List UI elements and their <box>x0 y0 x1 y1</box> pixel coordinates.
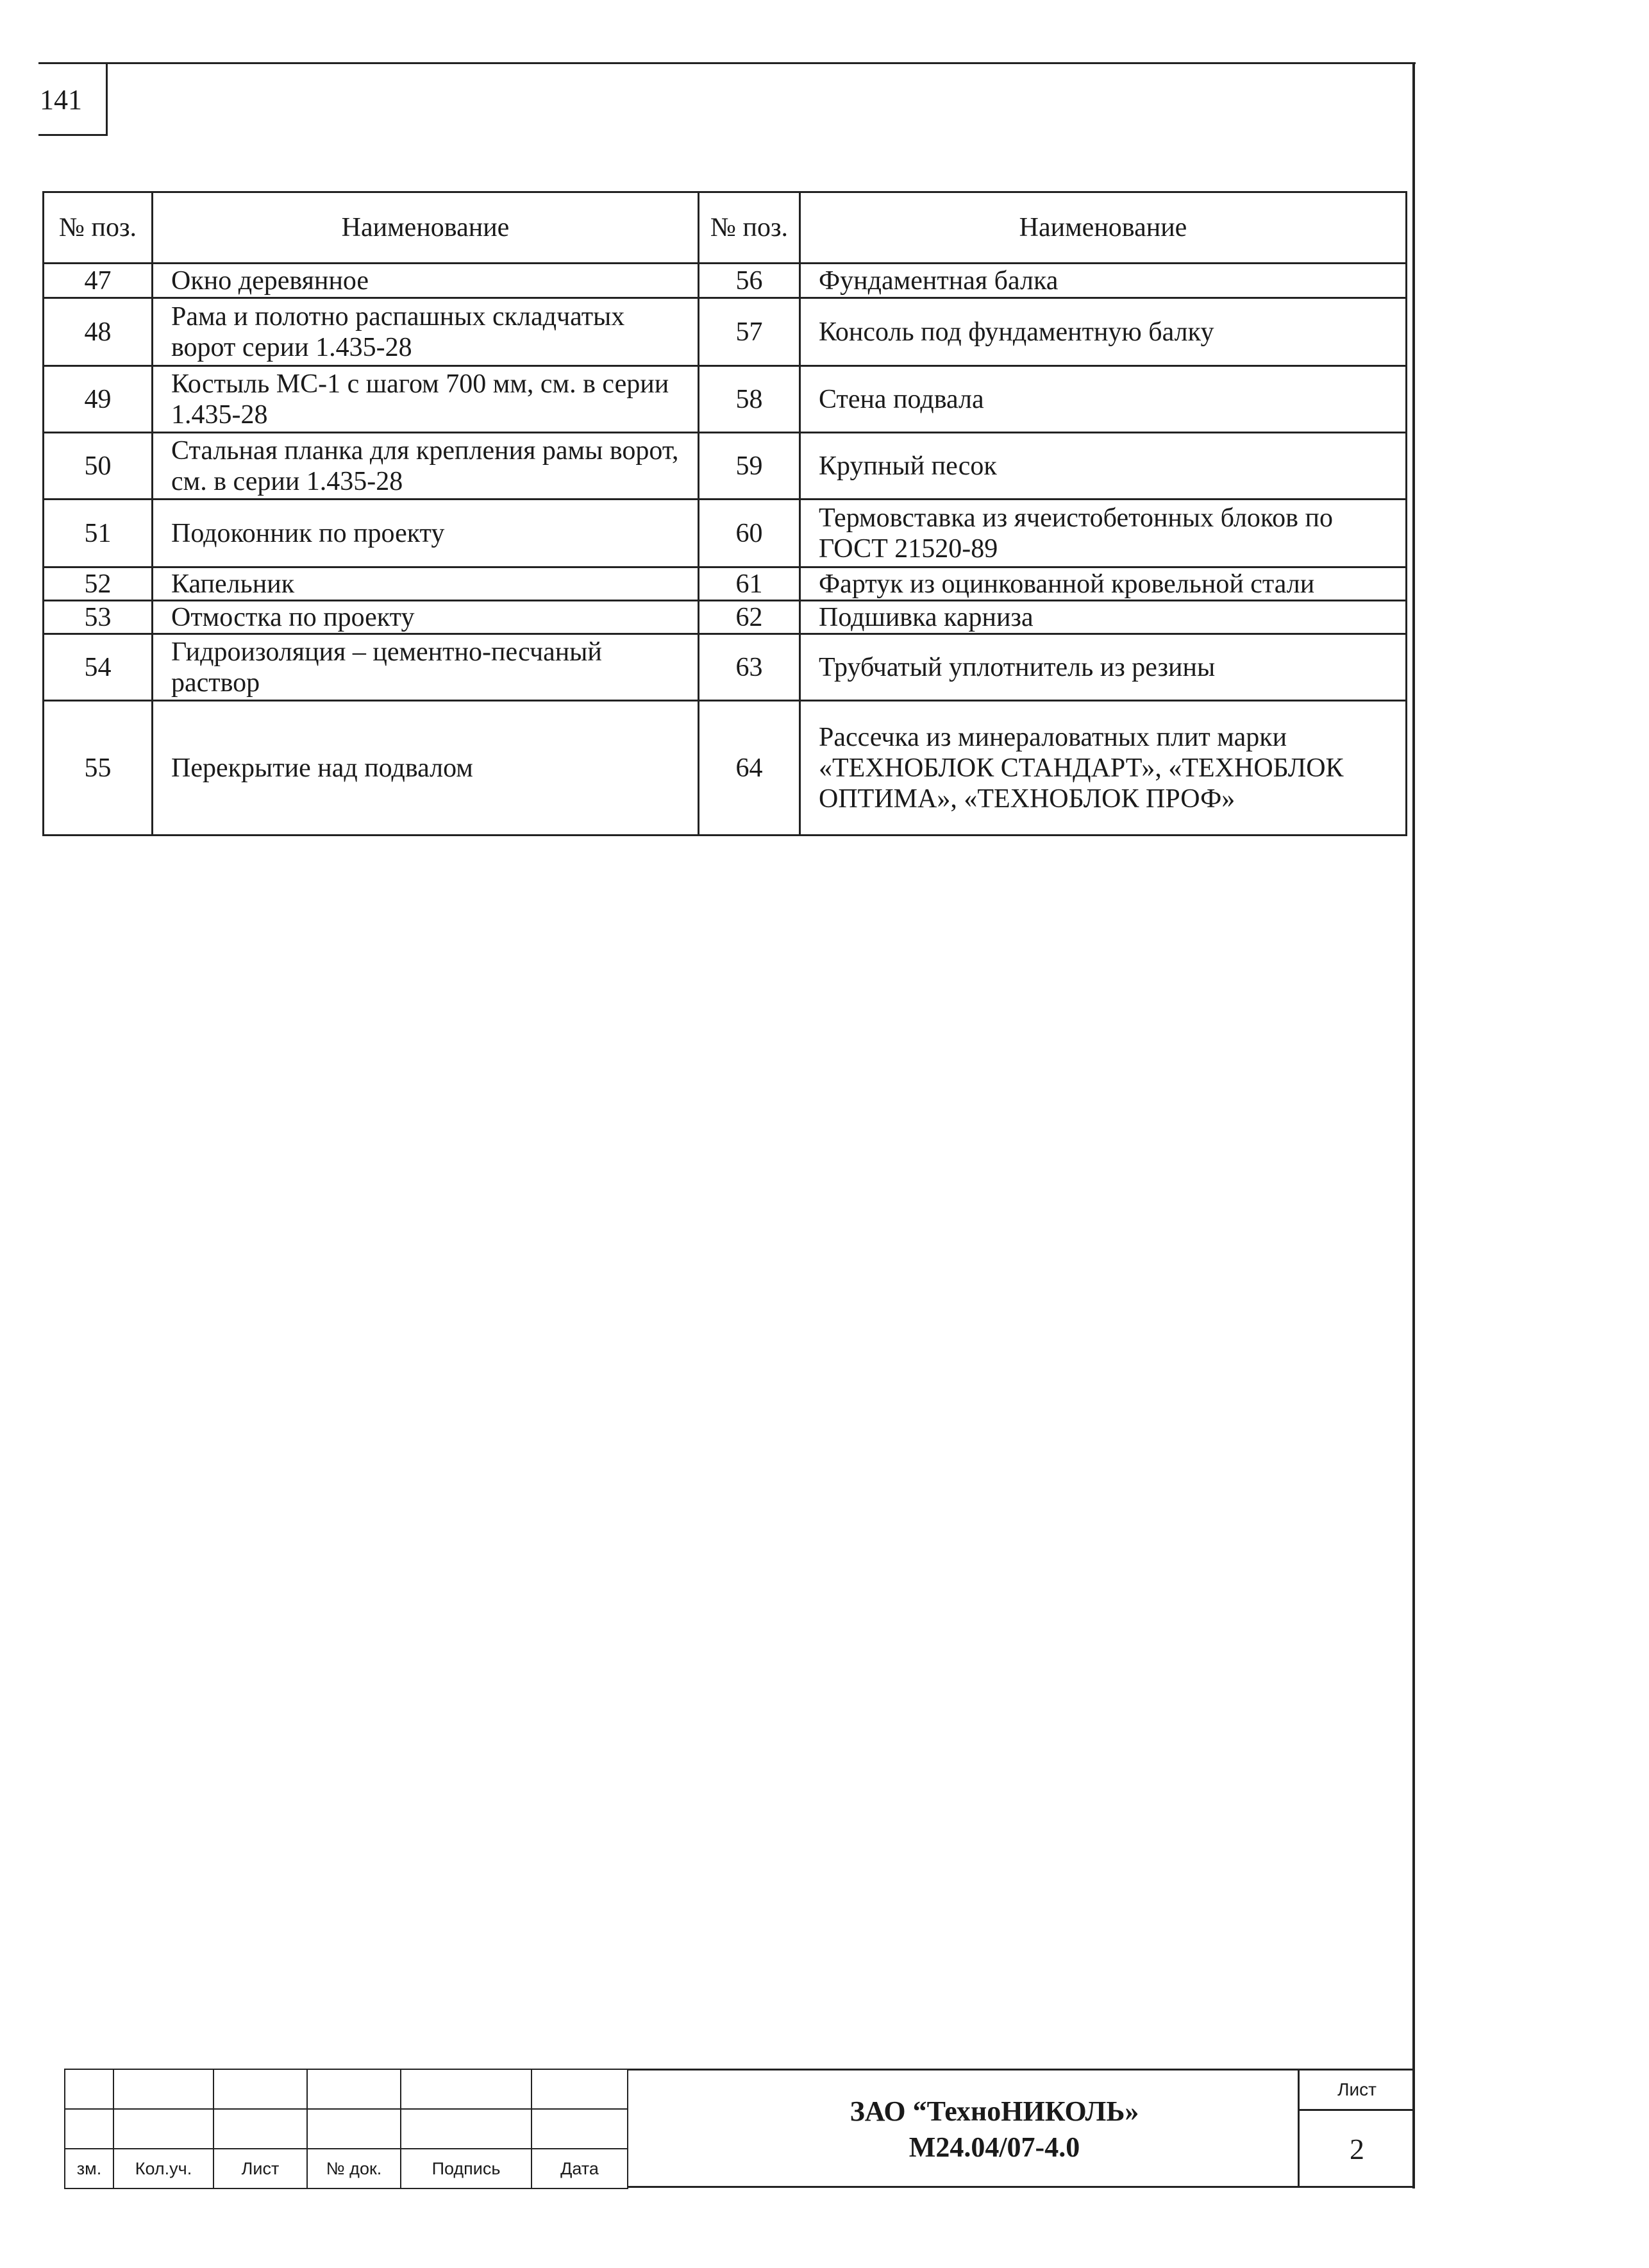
sheet-block <box>1298 2069 1414 2188</box>
right-pos-name: Трубчатый уплотнитель из резины <box>800 634 1407 701</box>
col-quantity: Кол.уч. <box>113 2149 213 2188</box>
table-row <box>44 264 1407 298</box>
header-right-name: Наименование <box>800 192 1407 264</box>
right-pos-number: 62 <box>699 601 800 634</box>
right-pos-name: Фартук из оцинкованной кровельной стали <box>800 567 1407 601</box>
table-row <box>44 500 1407 567</box>
revision-header-row <box>65 2149 628 2188</box>
revision-row <box>65 2069 628 2109</box>
col-doc-number: № док. <box>307 2149 401 2188</box>
left-pos-name: Рама и полотно распашных складчатых ворот серии 1.435-28 <box>153 298 699 366</box>
right-pos-number: 57 <box>699 298 800 366</box>
right-pos-name: Крупный песок <box>800 433 1407 500</box>
revision-grid <box>64 2069 628 2189</box>
left-pos-name: Костыль МС-1 с шагом 700 мм, см. в серии 1.435-28 <box>153 366 699 433</box>
left-pos-number: 49 <box>44 366 153 433</box>
col-change: зм. <box>65 2149 113 2188</box>
top-frame-line <box>38 62 1416 64</box>
sheet-label: Лист <box>1300 2071 1414 2111</box>
left-pos-number: 51 <box>44 500 153 567</box>
sheet-number: 2 <box>1350 2133 1364 2165</box>
col-sheet: Лист <box>213 2149 307 2188</box>
right-pos-number: 61 <box>699 567 800 601</box>
header-left-name: Наименование <box>153 192 699 264</box>
left-pos-name: Стальная планка для крепления рамы ворот, см. в серии 1.435-28 <box>153 433 699 500</box>
left-pos-name: Гидроизоляция – цементно-песчаный раствор <box>153 634 699 701</box>
header-right-num: № поз. <box>699 192 800 264</box>
left-pos-number: 50 <box>44 433 153 500</box>
right-pos-name: Фундаментная балка <box>800 264 1407 298</box>
right-pos-number: 60 <box>699 500 800 567</box>
col-date: Дата <box>532 2149 628 2188</box>
table-row <box>44 601 1407 634</box>
company-name: ЗАО “ТехноНИКОЛЬ» <box>850 2096 1139 2127</box>
table-row <box>44 701 1407 836</box>
page-number: 141 <box>38 64 108 136</box>
left-pos-number: 53 <box>44 601 153 634</box>
right-pos-number: 59 <box>699 433 800 500</box>
header-left-num: № поз. <box>44 192 153 264</box>
table-row <box>44 298 1407 366</box>
left-pos-name: Подоконник по проекту <box>153 500 699 567</box>
table-row <box>44 433 1407 500</box>
left-pos-number: 48 <box>44 298 153 366</box>
right-pos-number: 63 <box>699 634 800 701</box>
left-pos-number: 52 <box>44 567 153 601</box>
left-pos-number: 55 <box>44 701 153 836</box>
table-row <box>44 366 1407 433</box>
revision-row <box>65 2109 628 2149</box>
col-signature: Подпись <box>401 2149 532 2188</box>
document-code: М24.04/07-4.0 <box>908 2131 1080 2163</box>
positions-table <box>42 191 1407 836</box>
left-pos-name: Капельник <box>153 567 699 601</box>
right-pos-number: 56 <box>699 264 800 298</box>
left-pos-number: 54 <box>44 634 153 701</box>
title-block <box>64 2069 1414 2188</box>
left-pos-name: Перекрытие над подвалом <box>153 701 699 836</box>
right-frame-line <box>1412 62 1415 2188</box>
right-pos-name: Термовставка из ячеистобетонных блоков по ГОСТ 21520-89 <box>800 500 1407 567</box>
left-pos-name: Окно деревянное <box>153 264 699 298</box>
table-row <box>44 567 1407 601</box>
table-row <box>44 634 1407 701</box>
right-pos-name: Рассечка из минераловатных плит марки «ТЕХНОБЛОК СТАНДАРТ», «ТЕХНОБЛОК ОПТИМА», «ТЕХНОБЛОК ПРОФ» <box>800 701 1407 836</box>
right-pos-number: 58 <box>699 366 800 433</box>
left-pos-number: 47 <box>44 264 153 298</box>
right-pos-name: Подшивка карниза <box>800 601 1407 634</box>
left-pos-name: Отмостка по проекту <box>153 601 699 634</box>
table-header-row <box>44 192 1407 264</box>
right-pos-name: Консоль под фундаментную балку <box>800 298 1407 366</box>
company-block <box>627 2069 1362 2188</box>
right-pos-name: Стена подвала <box>800 366 1407 433</box>
right-pos-number: 64 <box>699 701 800 836</box>
